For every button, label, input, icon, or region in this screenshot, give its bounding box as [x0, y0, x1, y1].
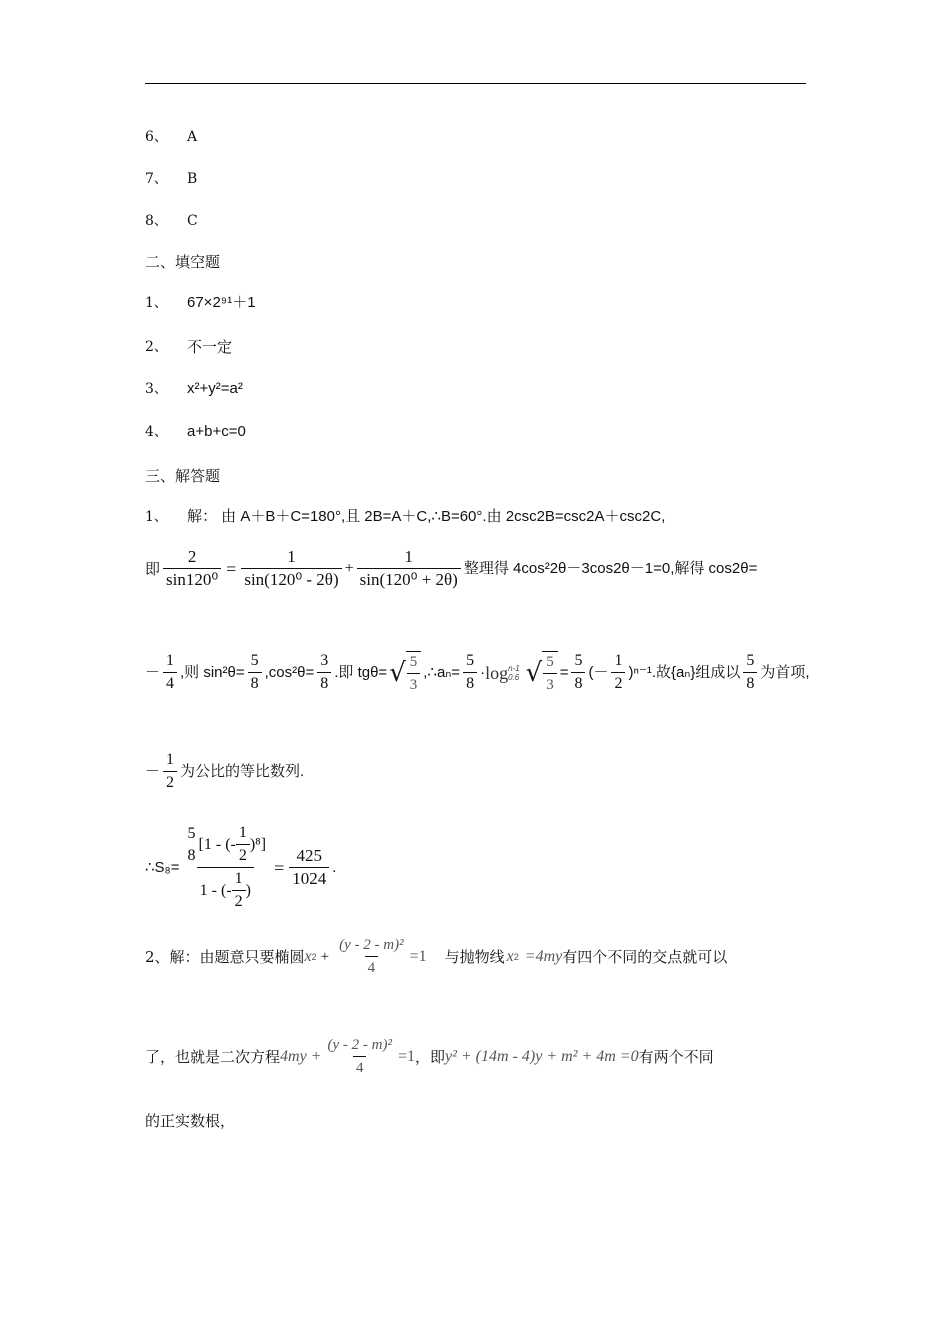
fraction-denominator: 2: [163, 771, 177, 792]
log-superscript: n-1: [508, 663, 520, 673]
fraction-denominator: 8: [463, 672, 477, 693]
expression-text: [1 - (-: [198, 835, 236, 853]
fraction-numerator: (y - 2 - m)²: [339, 937, 404, 953]
fraction-numerator: 1: [614, 652, 623, 669]
answer-line: [145, 293, 256, 313]
solution-text: 了，也就是二次方程: [145, 1047, 281, 1066]
log-subscript: 0.6: [508, 672, 520, 682]
operator: =: [559, 663, 569, 681]
item-number: 7、: [145, 171, 168, 187]
fraction: [463, 652, 477, 693]
fraction-denominator: 8: [248, 672, 262, 693]
expression-text: ): [245, 881, 251, 899]
fraction-denominator: sin(120⁰ - 2θ): [241, 568, 341, 589]
item-answer: A: [187, 129, 198, 145]
fraction: [163, 548, 221, 589]
fraction-denominator: sin(120⁰ + 2θ): [357, 568, 461, 589]
fraction-numerator: 5: [250, 652, 259, 669]
fraction-numerator: 1: [238, 824, 247, 841]
item-answer: a+b+c=0: [187, 423, 246, 440]
fraction-numerator: 5: [574, 652, 583, 669]
fraction: [163, 652, 177, 693]
punctuation: .: [332, 858, 337, 876]
fraction: [743, 652, 757, 693]
operator: ·: [480, 663, 486, 681]
solution-text: .即 tgθ=: [334, 663, 388, 681]
fraction: [357, 548, 461, 589]
fraction-numerator: (y - 2 - m)²: [327, 1037, 392, 1053]
solution-text: 有四个不同的交点就可以: [562, 947, 728, 966]
fraction-denominator: 3: [543, 673, 557, 694]
fraction-numerator: 5: [466, 652, 475, 669]
compound-fraction: [182, 824, 270, 911]
solution-line: [145, 1036, 714, 1077]
answer-line: [145, 337, 232, 357]
fraction: [611, 652, 625, 693]
item-answer: 不一定: [187, 338, 233, 356]
item-answer: B: [187, 171, 198, 187]
operator: +: [344, 559, 354, 577]
solution-text: ,则 sin²θ=: [180, 663, 245, 681]
solution-text: ,∴aₙ=: [423, 663, 461, 681]
item-number: 1、: [145, 295, 168, 311]
equation-line: [145, 548, 757, 589]
operator: =: [274, 857, 285, 878]
square-root: [389, 651, 421, 694]
item-number: 8、: [145, 213, 168, 229]
item-answer: C: [187, 213, 198, 229]
fraction-denominator: 2: [232, 890, 246, 911]
equation-line: [145, 651, 810, 694]
fraction-denominator: 3: [407, 673, 421, 694]
answer-line: [145, 379, 243, 399]
item-number: 4、: [145, 424, 168, 440]
fraction-numerator: [182, 824, 270, 867]
item-number: 3、: [145, 381, 168, 397]
fraction-numerator: 1: [166, 652, 175, 669]
operator: －: [145, 663, 161, 681]
operator: +: [320, 948, 330, 965]
solution-text: 有两个不同: [638, 1047, 714, 1066]
equation-line: [145, 751, 304, 792]
fraction-denominator: [197, 867, 254, 911]
solution-text: 与抛物线: [444, 947, 505, 966]
equation-prefix: 即: [145, 559, 161, 578]
answer-line: [145, 422, 246, 442]
solution-text: 2、解：由题意只要椭圆: [145, 947, 305, 966]
fraction-denominator: 8: [743, 672, 757, 693]
answer-line: [145, 169, 197, 189]
operator: =: [226, 558, 237, 579]
fraction: [289, 847, 329, 888]
item-answer: 67×2⁹¹＋1: [187, 294, 256, 311]
fraction: [163, 751, 177, 792]
equation-rhs: =4my: [524, 947, 563, 965]
fraction: [571, 652, 585, 693]
log-function: log: [485, 662, 509, 683]
solution-text: 的正实数根，: [145, 1112, 236, 1130]
fraction-numerator: 1: [234, 870, 243, 887]
fraction-denominator: 2: [236, 844, 250, 865]
fraction-numerator: 5: [409, 654, 418, 670]
expression-text: )⁸]: [249, 835, 267, 853]
square-root: [526, 651, 558, 694]
fraction-denominator: 8: [571, 672, 585, 693]
fraction: [241, 548, 341, 589]
fraction-denominator: 4: [353, 1056, 367, 1077]
solution-text: 解： 由 A＋B＋C=180°,且 2B=A＋C,∴B=60°.由 2csc2B=csc2A＋csc2C,: [187, 508, 666, 525]
fraction-denominator: 2: [611, 672, 625, 693]
operator: －: [145, 762, 161, 780]
section-heading: 三、解答题: [145, 467, 221, 485]
item-number: 6、: [145, 129, 168, 145]
equation-lhs: 4my +: [280, 1047, 322, 1065]
math-variable: x: [506, 947, 514, 965]
radical-sign-icon: √: [525, 657, 543, 688]
fraction-numerator: 1: [287, 547, 296, 566]
equation-rhs: =1: [397, 1047, 415, 1065]
header-rule: [145, 83, 806, 84]
fraction: [336, 936, 406, 977]
item-answer: x²+y²=a²: [187, 380, 243, 397]
solution-line: 2、解：由题意只要椭圆 x 2 + $\frac{\text{(y - 2 - m)²}}{4}$ =1 与抛物线 x 2 =4my 有四个不同的交点就可以: [145, 937, 728, 976]
solution-text: 整理得 4cos²2θ－3cos2θ－1=0,解得 cos2θ=: [463, 559, 758, 577]
radical-sign-icon: √: [389, 657, 406, 688]
fraction-numerator: 425: [296, 846, 322, 865]
fraction-numerator: 5: [187, 824, 196, 842]
solution-text: )ⁿ⁻¹.故{aₙ}组成以: [628, 663, 741, 681]
expression-text: 1 - (-: [199, 881, 232, 899]
fraction-denominator: 1024: [289, 867, 329, 888]
answer-line: [145, 211, 198, 231]
equation: y² + (14m - 4)y + m² + 4m =0: [444, 1047, 639, 1065]
fraction-denominator: 8: [317, 672, 331, 693]
math-variable: x: [304, 947, 312, 965]
section-heading: 二、填空题: [145, 253, 221, 271]
fraction-denominator: 8: [187, 846, 196, 864]
solution-text: 为公比的等比数列.: [180, 762, 305, 780]
solution-line: [145, 507, 665, 527]
fraction-denominator: sin120⁰: [163, 568, 221, 589]
answer-line: [145, 127, 197, 147]
item-number: 2、: [145, 339, 168, 355]
fraction: [248, 652, 262, 693]
fraction: [317, 652, 331, 693]
solution-text: ,cos²θ=: [264, 663, 315, 681]
equation-line: [145, 824, 336, 911]
fraction-denominator: 4: [163, 672, 177, 693]
fraction-numerator: 5: [546, 654, 554, 670]
log-script: [508, 664, 520, 682]
solution-text: (－: [588, 663, 609, 681]
solution-text: ，即: [414, 1047, 445, 1066]
fraction-numerator: 1: [166, 751, 175, 768]
equation-rhs: =1: [409, 947, 427, 965]
solution-text: 为首项,: [760, 663, 810, 681]
item-number: 1、: [145, 509, 168, 525]
fraction-numerator: 1: [404, 547, 413, 566]
fraction-denominator: 4: [365, 956, 379, 977]
solution-text: ∴S₈=: [145, 858, 180, 876]
fraction-numerator: 3: [320, 652, 329, 669]
fraction-numerator: 2: [187, 547, 197, 566]
fraction: [324, 1036, 394, 1077]
fraction-numerator: 5: [746, 652, 755, 669]
